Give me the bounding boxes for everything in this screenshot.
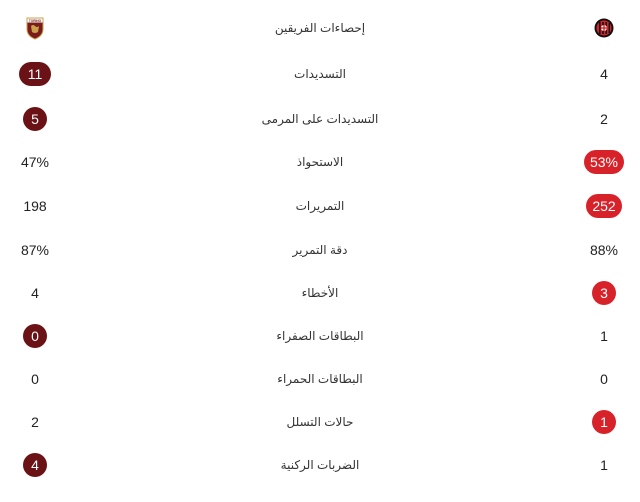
stat-label: التسديدات [294, 67, 346, 81]
stat-label: الأخطاء [301, 286, 339, 300]
away-team-logo [563, 12, 640, 44]
home-stat-value: 87% [20, 242, 50, 258]
stat-label: الاستحواذ [296, 155, 344, 169]
stat-label: التسديدات على المرمى [261, 112, 379, 126]
home-stat-value: 47% [20, 154, 50, 170]
stat-label: البطاقات الحمراء [277, 372, 363, 386]
away-stat-value: 1 [600, 457, 608, 473]
away-stat-value: 88% [589, 242, 619, 258]
stat-row-corners [0, 449, 640, 481]
stat-row-fouls [0, 277, 640, 309]
stat-label: التمريرات [295, 199, 345, 213]
home-team-logo [0, 12, 70, 44]
away-stat-value-highlight: 53% [584, 150, 624, 174]
home-stat-value: 0 [31, 371, 39, 387]
ac-milan-club-logo-icon [594, 16, 614, 40]
away-stat-value-highlight: 252 [586, 194, 621, 218]
home-stat-value-highlight: 4 [23, 453, 47, 477]
home-stat-value-highlight: 11 [19, 62, 51, 86]
home-stat-value: 4 [31, 285, 39, 301]
stat-row-possession [0, 146, 640, 178]
stat-label: دقة التمرير [292, 243, 348, 257]
away-stat-value: 0 [600, 371, 608, 387]
stat-label: الضربات الركنية [280, 458, 360, 472]
stat-row-shots [0, 58, 640, 90]
stats-header-row [0, 12, 640, 44]
stat-row-pass-accuracy [0, 234, 640, 266]
stats-title: إحصاءات الفريقين [274, 21, 366, 35]
stat-row-passes [0, 190, 640, 222]
away-stat-value: 2 [600, 111, 608, 127]
stat-row-red-cards [0, 363, 640, 395]
away-stat-value: 1 [600, 328, 608, 344]
stat-label: البطاقات الصفراء [276, 329, 364, 343]
away-stat-value: 4 [600, 66, 608, 82]
away-stat-value-highlight: 1 [592, 410, 616, 434]
stat-label: حالات التسلل [286, 415, 354, 429]
away-stat-value-highlight: 3 [592, 281, 616, 305]
home-stat-value-highlight: 5 [23, 107, 47, 131]
torino-club-logo-icon [25, 16, 45, 40]
home-stat-value: 2 [31, 414, 39, 430]
torino-logo-lettering: TORINO [28, 18, 42, 23]
home-stat-value: 198 [23, 198, 47, 214]
stat-row-shots-on-target [0, 103, 640, 135]
stat-row-offsides [0, 406, 640, 438]
stat-row-yellow-cards [0, 320, 640, 352]
home-stat-value-highlight: 0 [23, 324, 47, 348]
